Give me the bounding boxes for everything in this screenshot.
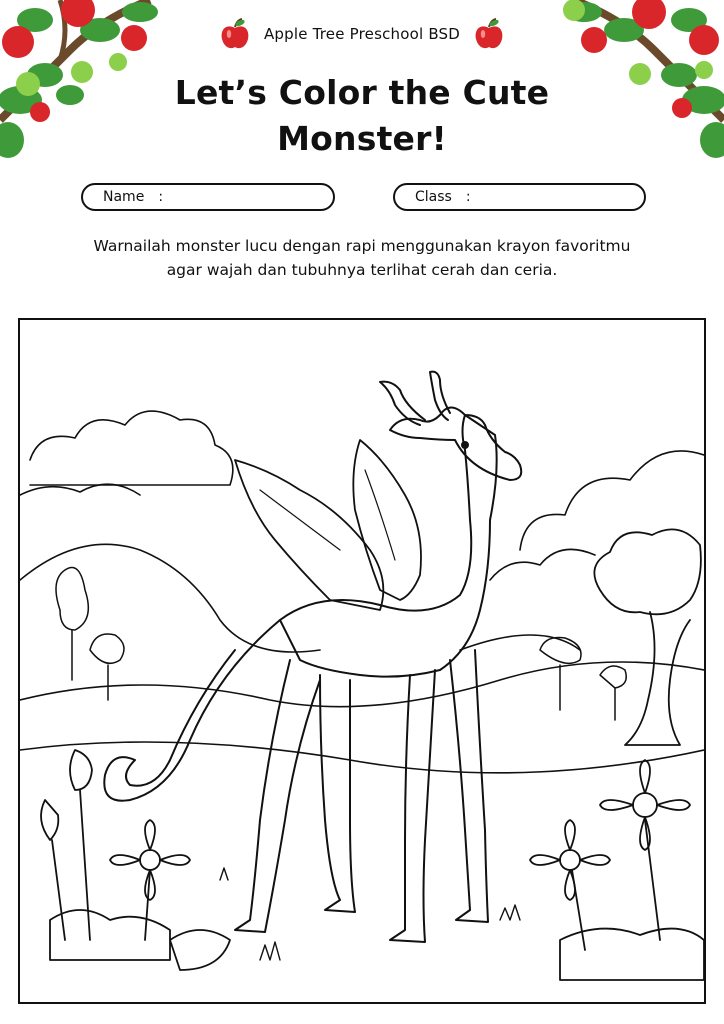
grass bbox=[220, 868, 520, 960]
title-line-1: Let’s Color the Cute bbox=[174, 73, 550, 112]
hills bbox=[20, 544, 704, 773]
dragon-wings bbox=[235, 440, 421, 610]
school-name: Apple Tree Preschool BSD bbox=[263, 25, 461, 43]
name-field[interactable] bbox=[81, 183, 335, 211]
apple-icon bbox=[474, 18, 504, 50]
dragon-horn-right bbox=[430, 372, 450, 420]
flowers-left bbox=[41, 750, 230, 970]
name-colon: : bbox=[158, 189, 164, 205]
instructions bbox=[40, 234, 684, 282]
tree-right bbox=[594, 529, 701, 745]
class-label: Class bbox=[415, 189, 452, 205]
title-line-2: Monster! bbox=[277, 119, 447, 158]
page-title bbox=[0, 70, 724, 162]
class-field[interactable] bbox=[393, 183, 646, 211]
coloring-frame bbox=[18, 318, 706, 1004]
apple-icon bbox=[220, 18, 250, 50]
instructions-line-1: Warnailah monster lucu dengan rapi menggunakan krayon favoritmu bbox=[93, 237, 631, 255]
dragon-horn-left bbox=[380, 382, 425, 425]
worksheet-header bbox=[0, 18, 724, 50]
instructions-line-2: agar wajah dan tubuhnya terlihat cerah dan ceria. bbox=[166, 261, 558, 279]
cloud-left bbox=[20, 411, 233, 495]
dragon-eye bbox=[462, 442, 468, 448]
dragon-tail bbox=[104, 620, 280, 801]
flowers-right bbox=[530, 760, 704, 980]
dragon-illustration bbox=[20, 320, 704, 1002]
name-label: Name bbox=[103, 189, 145, 205]
class-colon: : bbox=[465, 189, 471, 205]
distant-trees bbox=[56, 568, 626, 721]
dragon-head bbox=[390, 408, 521, 481]
